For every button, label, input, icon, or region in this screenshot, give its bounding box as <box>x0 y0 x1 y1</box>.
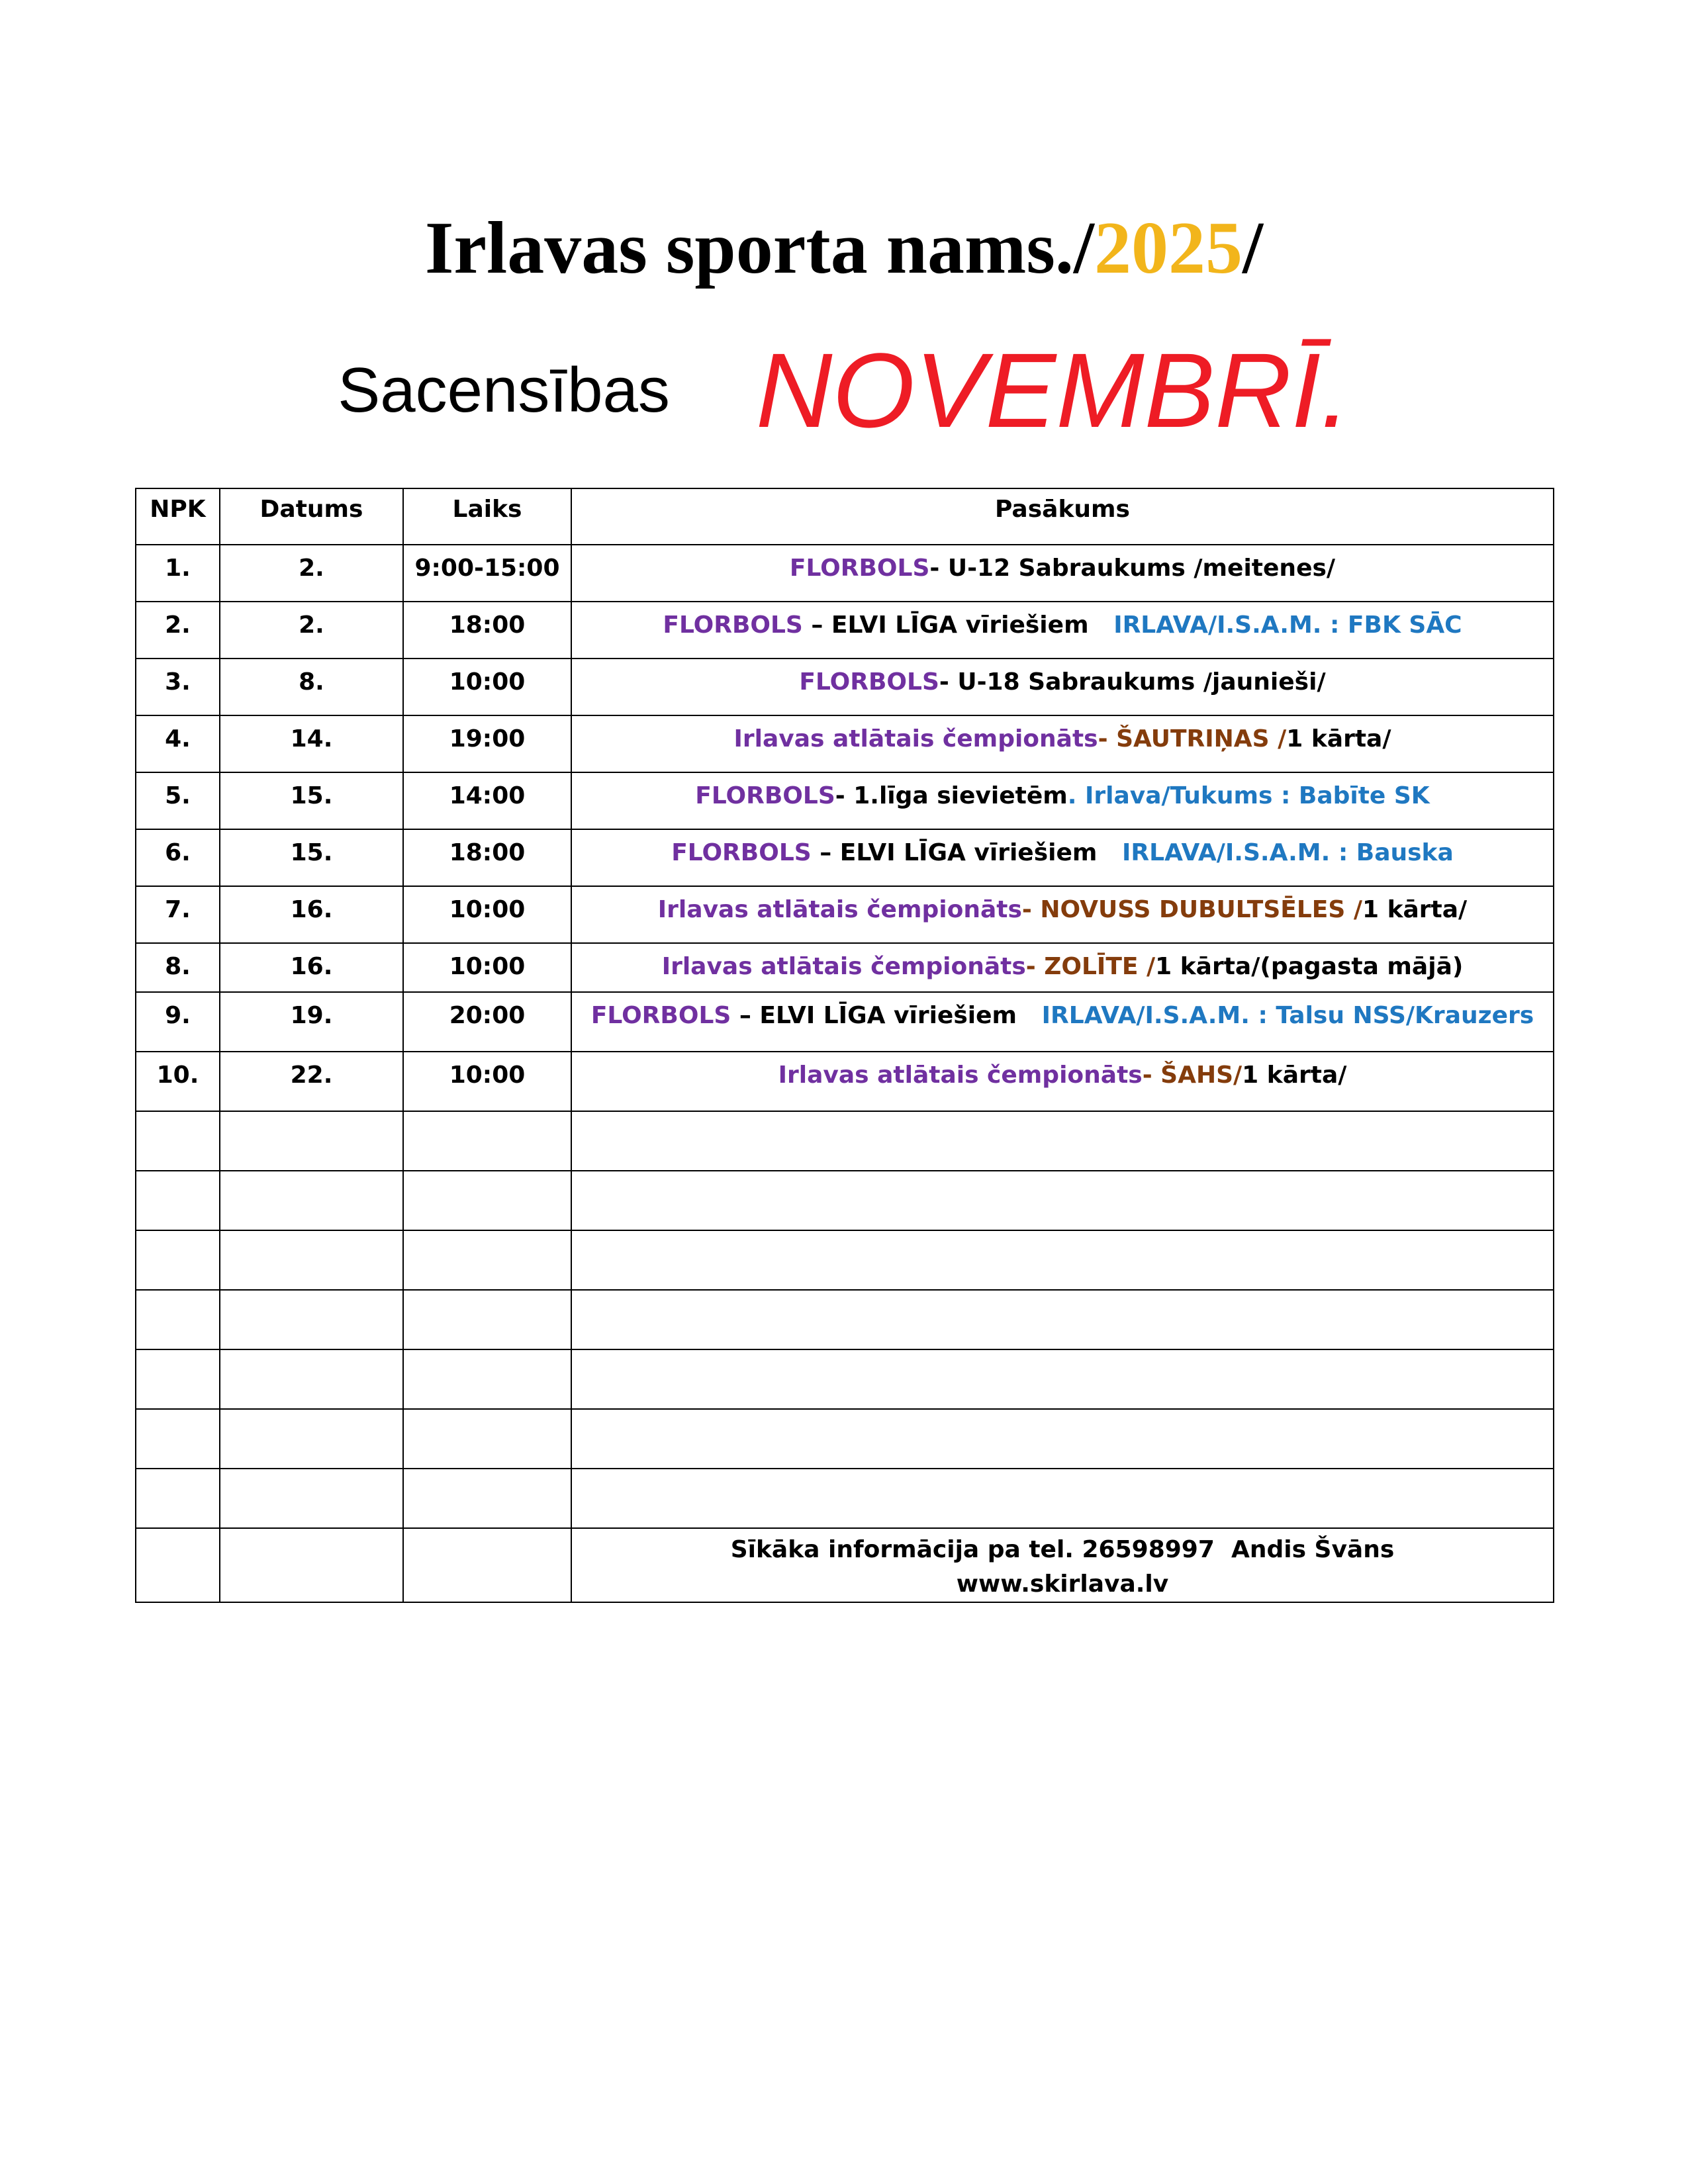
empty-cell <box>571 1409 1554 1469</box>
event-segment: 1 kārta/ <box>1286 725 1391 752</box>
cell-npk: 4. <box>136 715 220 772</box>
contact-info <box>571 1528 1554 1602</box>
event-segment: - NOVUSS DUBULTSĒLES / <box>1021 896 1362 923</box>
empty-row <box>136 1171 1554 1230</box>
title-end: / <box>1243 207 1264 289</box>
event-segment: IRLAVA/I.S.A.M. : FBK SĀC <box>1113 612 1462 639</box>
event-segment: - 1.līga sievietēm <box>835 782 1068 809</box>
title-year: 2025 <box>1094 207 1243 289</box>
event-segment: IRLAVA/I.S.A.M. : Bauska <box>1122 839 1454 866</box>
page-subtitle <box>0 331 1688 450</box>
empty-cell <box>220 1290 403 1349</box>
col-header-event: Pasākums <box>571 488 1554 545</box>
cell-time: 18:00 <box>403 602 571 659</box>
cell-time: 19:00 <box>403 715 571 772</box>
cell-time: 9:00-15:00 <box>403 545 571 602</box>
cell-npk: 5. <box>136 772 220 829</box>
empty-cell <box>136 1349 220 1409</box>
empty-cell <box>136 1528 220 1602</box>
cell-npk: 2. <box>136 602 220 659</box>
empty-cell <box>136 1290 220 1349</box>
empty-cell <box>136 1171 220 1230</box>
empty-cell <box>403 1349 571 1409</box>
event-segment: FLORBOLS <box>695 782 835 809</box>
cell-date: 19. <box>220 992 403 1052</box>
cell-npk: 1. <box>136 545 220 602</box>
empty-row <box>136 1349 1554 1409</box>
empty-row <box>136 1290 1554 1349</box>
cell-time: 18:00 <box>403 829 571 886</box>
table-row <box>136 1052 1554 1111</box>
event-segment: Irlavas atlātais čempionāts <box>657 896 1022 923</box>
event-segment: - U-12 Sabraukums /meitenes/ <box>929 555 1336 582</box>
event-segment: FLORBOLS <box>789 555 930 582</box>
cell-event <box>571 602 1554 659</box>
event-segment: – ELVI LĪGA vīriešiem <box>811 839 1123 866</box>
event-segment: - ŠAUTRIŅAS / <box>1098 725 1287 752</box>
cell-npk: 7. <box>136 886 220 943</box>
event-segment: - ŠAHS/ <box>1142 1062 1243 1089</box>
subtitle-word: Sacensības <box>338 355 670 426</box>
schedule-table <box>135 488 1554 1603</box>
event-segment: Irlavas atlātais čempionāts <box>778 1062 1143 1089</box>
empty-row <box>136 1409 1554 1469</box>
table-row <box>136 715 1554 772</box>
header-row <box>136 488 1554 545</box>
cell-time: 14:00 <box>403 772 571 829</box>
event-segment: IRLAVA/I.S.A.M. : Talsu NSS/Krauzers <box>1041 1002 1534 1029</box>
cell-event <box>571 992 1554 1052</box>
cell-time: 10:00 <box>403 1052 571 1111</box>
event-segment: - U-18 Sabraukums /jaunieši/ <box>939 668 1326 696</box>
cell-event <box>571 886 1554 943</box>
empty-cell <box>220 1111 403 1171</box>
cell-date: 14. <box>220 715 403 772</box>
cell-event <box>571 943 1554 992</box>
empty-cell <box>403 1409 571 1469</box>
empty-cell <box>136 1469 220 1528</box>
cell-event <box>571 545 1554 602</box>
cell-date: 15. <box>220 772 403 829</box>
cell-event <box>571 772 1554 829</box>
table-row <box>136 602 1554 659</box>
empty-cell <box>403 1230 571 1290</box>
empty-cell <box>571 1469 1554 1528</box>
table-row <box>136 545 1554 602</box>
cell-npk: 10. <box>136 1052 220 1111</box>
cell-event <box>571 829 1554 886</box>
empty-cell <box>571 1230 1554 1290</box>
cell-time: 10:00 <box>403 886 571 943</box>
cell-date: 16. <box>220 943 403 992</box>
cell-date: 15. <box>220 829 403 886</box>
cell-npk: 9. <box>136 992 220 1052</box>
cell-event <box>571 1052 1554 1111</box>
empty-cell <box>136 1409 220 1469</box>
event-segment: 1 kārta/ <box>1362 896 1468 923</box>
empty-cell <box>220 1349 403 1409</box>
empty-cell <box>220 1528 403 1602</box>
cell-time: 20:00 <box>403 992 571 1052</box>
col-header-time: Laiks <box>403 488 571 545</box>
subtitle-month: NOVEMBRĪ. <box>755 331 1350 449</box>
cell-time: 10:00 <box>403 659 571 715</box>
event-segment: Irlavas atlātais čempionāts <box>661 953 1026 980</box>
event-segment: – ELVI LĪGA vīriešiem <box>802 612 1114 639</box>
empty-cell <box>571 1349 1554 1409</box>
empty-cell <box>220 1469 403 1528</box>
title-main: Irlavas sporta nams./ <box>424 207 1095 289</box>
cell-time: 10:00 <box>403 943 571 992</box>
event-segment: 1 kārta/ <box>1242 1062 1347 1089</box>
empty-cell <box>403 1171 571 1230</box>
event-segment: FLORBOLS <box>799 668 939 696</box>
empty-cell <box>571 1111 1554 1171</box>
website-link[interactable]: www.skirlava.lv <box>956 1570 1169 1598</box>
table-row <box>136 992 1554 1052</box>
col-header-date: Datums <box>220 488 403 545</box>
event-segment: Irlavas atlātais čempionāts <box>733 725 1098 752</box>
cell-npk: 6. <box>136 829 220 886</box>
event-segment: FLORBOLS <box>590 1002 731 1029</box>
empty-cell <box>571 1171 1554 1230</box>
empty-cell <box>220 1409 403 1469</box>
cell-date: 2. <box>220 545 403 602</box>
event-segment: – ELVI LĪGA vīriešiem <box>731 1002 1042 1029</box>
cell-date: 2. <box>220 602 403 659</box>
page-title <box>0 199 1688 298</box>
empty-row <box>136 1230 1554 1290</box>
cell-event <box>571 715 1554 772</box>
cell-event <box>571 659 1554 715</box>
empty-cell <box>403 1528 571 1602</box>
empty-cell <box>403 1290 571 1349</box>
event-segment: 1 kārta/(pagasta mājā) <box>1155 953 1464 980</box>
event-segment: . Irlava/Tukums : Babīte SK <box>1067 782 1430 809</box>
table-row <box>136 829 1554 886</box>
schedule-body <box>136 545 1554 1602</box>
event-segment: FLORBOLS <box>663 612 803 639</box>
event-segment: FLORBOLS <box>671 839 812 866</box>
col-header-npk: NPK <box>136 488 220 545</box>
empty-cell <box>403 1469 571 1528</box>
empty-cell <box>136 1230 220 1290</box>
empty-cell <box>403 1111 571 1171</box>
footer-row <box>136 1528 1554 1602</box>
cell-date: 8. <box>220 659 403 715</box>
cell-date: 16. <box>220 886 403 943</box>
table-row <box>136 772 1554 829</box>
cell-npk: 3. <box>136 659 220 715</box>
table-row <box>136 659 1554 715</box>
table-row <box>136 886 1554 943</box>
empty-cell <box>571 1290 1554 1349</box>
empty-cell <box>220 1230 403 1290</box>
event-segment: - ZOLĪTE / <box>1025 953 1156 980</box>
contact-phone: Sīkāka informācija pa tel. 26598997 Andis Švāns <box>730 1536 1395 1563</box>
cell-npk: 8. <box>136 943 220 992</box>
empty-cell <box>136 1111 220 1171</box>
empty-row <box>136 1469 1554 1528</box>
empty-cell <box>220 1171 403 1230</box>
empty-row <box>136 1111 1554 1171</box>
table-row <box>136 943 1554 992</box>
cell-date: 22. <box>220 1052 403 1111</box>
